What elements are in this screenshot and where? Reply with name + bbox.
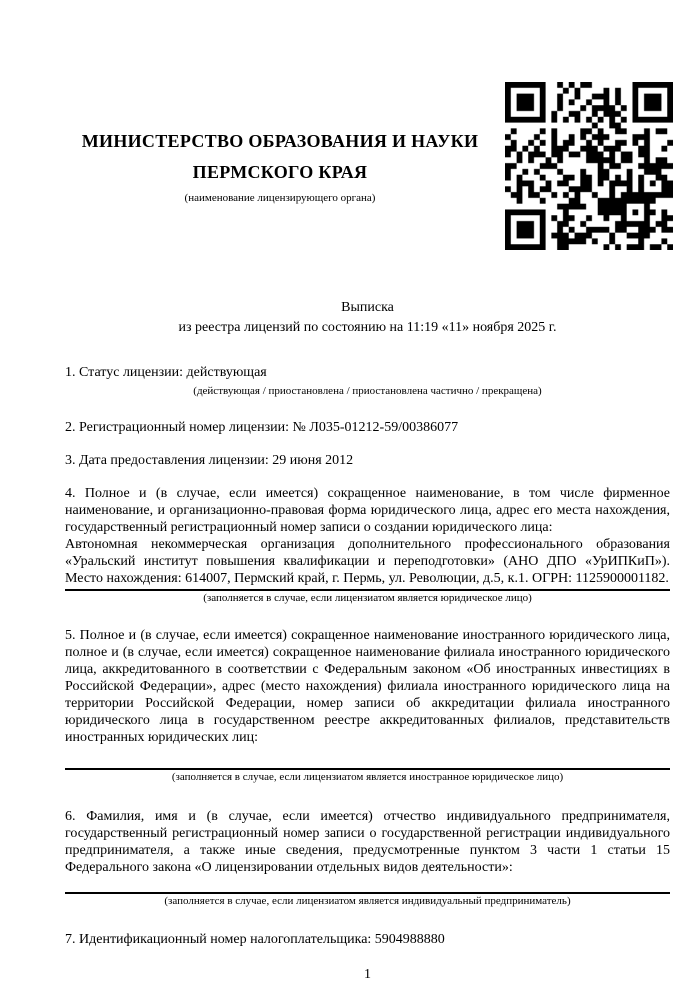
license-status-caption: (действующая / приостановлена / приостановлена частично / прекращена) [193, 385, 542, 397]
foreign-entity-label: 5. Полное и (в случае, если имеется) сокращенное наименование иностранного юридического лица, полное и (в случае, если имеется) сокращенное наименование филиала иностранного юридического лица, аккредитованного в соответствии с Федеральным законом «Об иностранных инвестициях в Российской Федерации», адрес (место нахождения) филиала иностранного юридического лица на территории Российской Федерации, номер записи об аккредитации филиала иностранного юридического лица в государственном реестре аккредитованных филиалов, представительств иностранных юридических лиц: [65, 628, 670, 745]
qr-code [505, 82, 673, 250]
document-title-line1: Выписка [341, 300, 394, 315]
legal-entity-caption: (заполняется в случае, если лицензиатом является юридическое лицо) [203, 592, 532, 604]
item-registration-number [65, 419, 670, 436]
registration-number-value: № Л035-01212-59/00386077 [292, 420, 459, 435]
item-taxpayer-number [65, 931, 670, 948]
item-legal-entity [65, 485, 670, 605]
document-title [65, 298, 670, 338]
license-status-value: действующая [186, 365, 267, 380]
taxpayer-number-label: 7. Идентификационный номер налогоплательщика: [65, 932, 372, 947]
item-license-status [65, 364, 670, 398]
grant-date-value: 29 июня 2012 [272, 453, 354, 468]
license-status-line [65, 364, 670, 381]
ministry-name-line2: ПЕРМСКОГО КРАЯ [192, 162, 368, 182]
license-status-label: 1. Статус лицензии: [65, 365, 184, 380]
licensing-authority-header [60, 126, 500, 205]
ministry-name-line1: МИНИСТЕРСТВО ОБРАЗОВАНИЯ И НАУКИ [81, 131, 479, 151]
document-title-line2: из реестра лицензий по состоянию на 11:19 «11» ноября 2025 г. [178, 320, 557, 335]
page-number: 1 [364, 967, 371, 982]
foreign-entity-caption: (заполняется в случае, если лицензиатом является иностранное юридическое лицо) [171, 771, 564, 783]
item-individual-entrepreneur [65, 808, 670, 908]
individual-entrepreneur-caption: (заполняется в случае, если лицензиатом является индивидуальный предприниматель) [164, 895, 571, 907]
grant-date-label: 3. Дата предоставления лицензии: [65, 453, 269, 468]
registration-number-label: 2. Регистрационный номер лицензии: [65, 420, 290, 435]
legal-entity-label: 4. Полное и (в случае, если имеется) сокращенное наименование, в том числе фирменное наименование, и организационно-правовая форма юридического лица, адрес его места нахождения, государственный регистрационный номер записи о создании юридического лица: [65, 486, 670, 535]
item-grant-date [65, 452, 670, 469]
licensing-authority-caption: (наименование лицензирующего органа) [184, 192, 376, 204]
legal-entity-value: Автономная некоммерческая организация дополнительного профессионального образования «Уральский институт повышения квалификации и переподготовки» (АНО ДПО «УрИПКиП»). Место нахождения: 614007, Пермский край, г. Пермь, ул. Революции, д.5, к.1. ОГРН: 1125900001182. [65, 537, 670, 586]
item-foreign-entity [65, 627, 670, 784]
individual-entrepreneur-label: 6. Фамилия, имя и (в случае, если имеется) отчество индивидуального предпринимателя, государственный регистрационный номер записи о государственной регистрации индивидуального предпринимателя, а также иные сведения, предусмотренные пунктом 3 части 1 статьи 15 Федерального закона «О лицензировании отдельных видов деятельности»: [65, 809, 670, 875]
taxpayer-number-value: 5904988880 [374, 932, 445, 947]
